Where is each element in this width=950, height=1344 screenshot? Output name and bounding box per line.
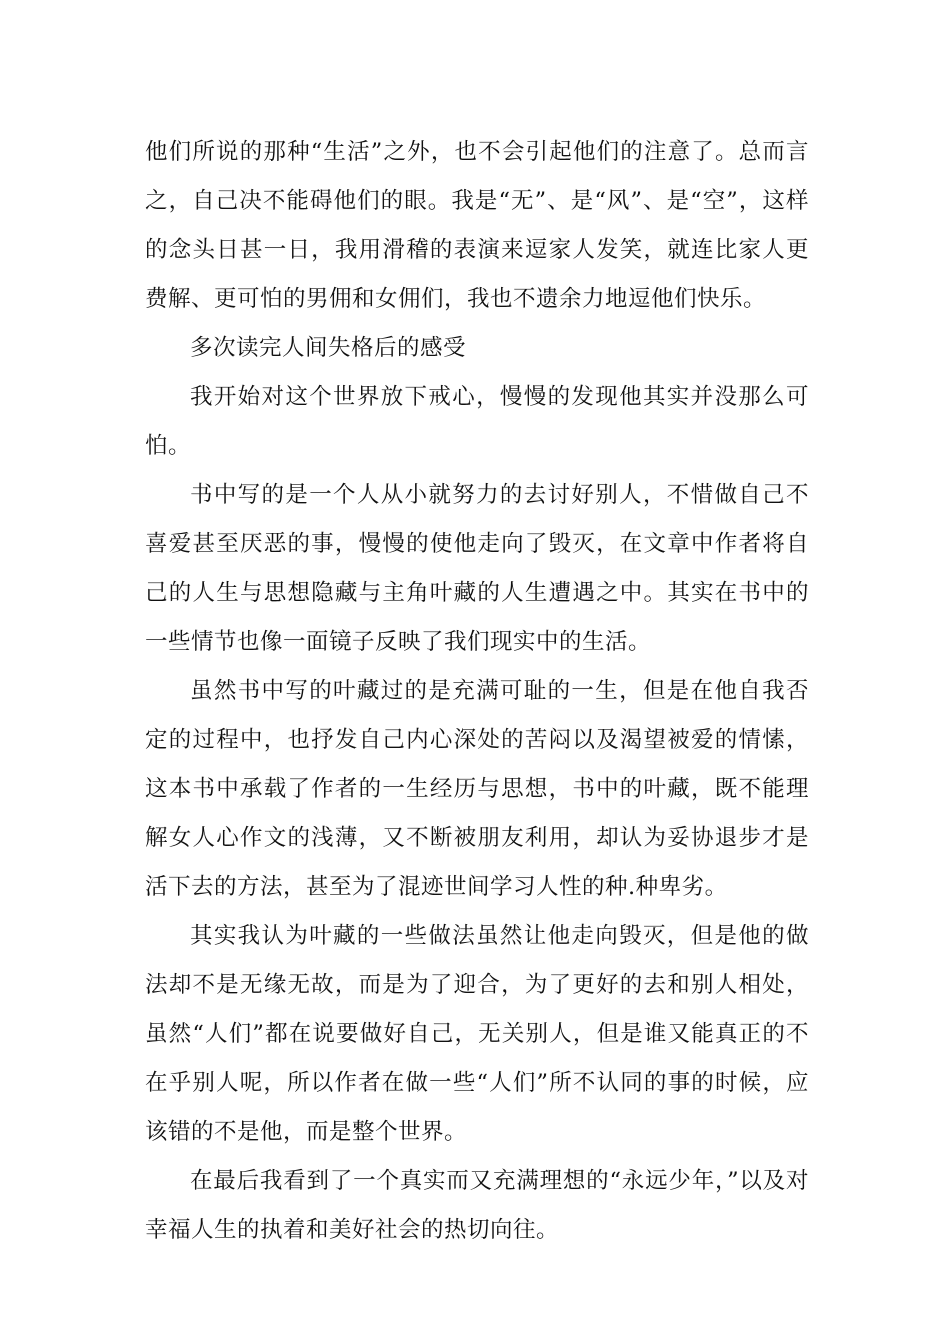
paragraph-2: 我开始对这个世界放下戒心，慢慢的发现他其实并没那么可怕。 bbox=[145, 384, 809, 459]
paragraph-6: 在最后我看到了一个真实而又充满理想的“永远少年，”以及对幸福人生的执着和美好社会的热切向往。 bbox=[145, 1168, 809, 1243]
paragraph-5: 其实我认为叶藏的一些做法虽然让他走向毁灭，但是他的做法却不是无缘无故，而是为了迎合，为了更好的去和别人相处，虽然“人们”都在说要做好自己，无关别人，但是谁又能真正的不在乎别人呢，所以作者在做一些“人们”所不认同的事的时候，应该错的不是他，而是整个世界。 bbox=[145, 923, 809, 1145]
document-body bbox=[145, 128, 809, 1255]
paragraph-4: 虽然书中写的叶藏过的是充满可耻的一生，但是在他自我否定的过程中，也抒发自己内心深处的苦闷以及渴望被爱的情愫，这本书中承载了作者的一生经历与思想，书中的叶藏，既不能理解女人心作文的浅薄，又不断被朋友利用，却认为妥协退步才是活下去的方法，甚至为了混迹世间学习人性的种.种卑劣。 bbox=[145, 678, 809, 900]
paragraph-3: 书中写的是一个人从小就努力的去讨好别人，不惜做自己不喜爱甚至厌恶的事，慢慢的使他走向了毁灭，在文章中作者将自己的人生与思想隐藏与主角叶藏的人生遭遇之中。其实在书中的一些情节也像一面镜子反映了我们现实中的生活。 bbox=[145, 482, 809, 655]
section-heading: 多次读完人间失格后的感受 bbox=[190, 335, 467, 361]
paragraph-1: 他们所说的那种“生活”之外，也不会引起他们的注意了。总而言之，自己决不能碍他们的眼。我是“无”、是“风”、是“空”，这样的念头日甚一日，我用滑稽的表演来逗家人发笑，就连比家人更费解、更可怕的男佣和女佣们，我也不遗余力地逗他们快乐。 bbox=[145, 139, 809, 312]
